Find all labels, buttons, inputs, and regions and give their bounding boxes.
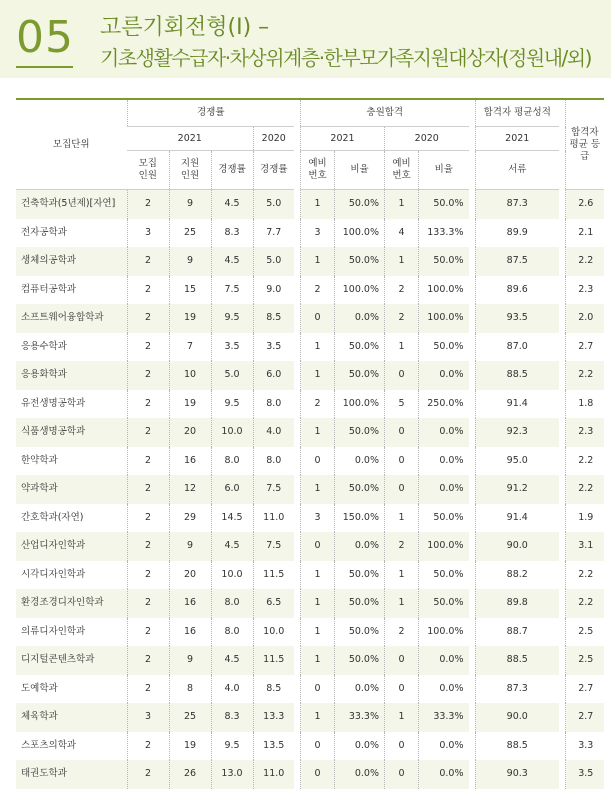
recruit-cell: 3 <box>127 703 169 732</box>
section-number: 05 <box>16 12 74 63</box>
table-row <box>16 675 604 704</box>
applicants-cell: 16 <box>169 618 211 647</box>
grade-cell: 2.1 <box>566 219 604 248</box>
grade-cell: 2.5 <box>566 618 604 647</box>
unit-name-cell: 디지털콘텐츠학과 <box>16 646 127 675</box>
applicants-cell: 16 <box>169 447 211 476</box>
table-row <box>16 703 604 732</box>
results-table-wrapper <box>16 98 604 789</box>
waitlist-2020-cell: 0 <box>385 361 419 390</box>
ratio-2021-cell: 0.0% <box>335 760 385 789</box>
waitlist-2020-cell: 1 <box>385 247 419 276</box>
grade-cell: 2.3 <box>566 418 604 447</box>
ratio-2020-cell: 0.0% <box>419 447 469 476</box>
unit-name-cell: 건축학과(5년제)[자연] <box>16 190 127 219</box>
ratio-2021-cell: 50.0% <box>335 247 385 276</box>
ratio-2021-cell: 50.0% <box>335 190 385 219</box>
page-subtitle: 기초생활수급자·차상위계층·한부모가족지원대상자(정원내/외) <box>100 46 591 70</box>
competition-year-2021: 2021 <box>127 127 253 151</box>
results-table-body <box>16 190 604 789</box>
recruit-cell: 2 <box>127 418 169 447</box>
rate-2021-cell: 14.5 <box>211 504 253 533</box>
waitlist-2021-cell: 1 <box>301 247 335 276</box>
documents-score-cell: 90.0 <box>475 703 559 732</box>
recruit-cell: 2 <box>127 247 169 276</box>
ratio-2021-cell: 0.0% <box>335 732 385 761</box>
grade-cell: 2.6 <box>566 190 604 219</box>
documents-score-cell: 89.6 <box>475 276 559 305</box>
ratio-2021-cell: 50.0% <box>335 646 385 675</box>
waitlist-2021-cell: 1 <box>301 333 335 362</box>
competition-rate-2020-header: 경쟁률 <box>253 151 294 190</box>
unit-name-cell: 도예학과 <box>16 675 127 704</box>
waitlist-2021-cell: 0 <box>301 304 335 333</box>
unit-name-cell: 산업디자인학과 <box>16 532 127 561</box>
waitlist-2021-cell: 0 <box>301 675 335 704</box>
applicants-cell: 10 <box>169 361 211 390</box>
grade-cell: 2.2 <box>566 475 604 504</box>
documents-score-cell: 88.5 <box>475 646 559 675</box>
waitlist-2020-cell: 5 <box>385 390 419 419</box>
documents-score-cell: 88.7 <box>475 618 559 647</box>
rate-2021-cell: 8.3 <box>211 219 253 248</box>
unit-name-cell: 컴퓨터공학과 <box>16 276 127 305</box>
rate-2021-cell: 4.5 <box>211 532 253 561</box>
documents-score-cell: 95.0 <box>475 447 559 476</box>
waitlist-2020-cell: 4 <box>385 219 419 248</box>
grade-cell: 2.2 <box>566 247 604 276</box>
recruit-cell: 2 <box>127 561 169 590</box>
unit-name-cell: 생체의공학과 <box>16 247 127 276</box>
table-row <box>16 618 604 647</box>
grade-cell: 2.2 <box>566 447 604 476</box>
applicants-cell: 20 <box>169 418 211 447</box>
unit-name-cell: 한약학과 <box>16 447 127 476</box>
documents-score-cell: 91.4 <box>475 390 559 419</box>
unit-name-cell: 응용화학과 <box>16 361 127 390</box>
rate-2021-cell: 4.0 <box>211 675 253 704</box>
unit-name-cell: 태권도학과 <box>16 760 127 789</box>
unit-name-cell: 응용수학과 <box>16 333 127 362</box>
waitlist-2021-cell: 3 <box>301 219 335 248</box>
score-year-2021: 2021 <box>475 127 559 151</box>
ratio-2021-cell: 50.0% <box>335 333 385 362</box>
rate-2021-cell: 3.5 <box>211 333 253 362</box>
waitlist-2020-cell: 0 <box>385 447 419 476</box>
ratio-2021-cell: 50.0% <box>335 618 385 647</box>
waitlist-2021-cell: 1 <box>301 589 335 618</box>
rate-2021-cell: 9.5 <box>211 390 253 419</box>
rate-2021-cell: 6.0 <box>211 475 253 504</box>
page-header <box>0 0 611 78</box>
table-row <box>16 361 604 390</box>
grade-cell: 2.2 <box>566 589 604 618</box>
recruit-cell: 2 <box>127 675 169 704</box>
applicants-cell: 20 <box>169 561 211 590</box>
results-table <box>16 98 604 789</box>
ratio-2021-cell: 0.0% <box>335 304 385 333</box>
table-row <box>16 447 604 476</box>
ratio-2021-cell: 150.0% <box>335 504 385 533</box>
waitlist-2020-cell: 0 <box>385 418 419 447</box>
ratio-2020-cell: 50.0% <box>419 247 469 276</box>
rate-2020-cell: 8.5 <box>253 304 294 333</box>
ratio-2020-cell: 0.0% <box>419 475 469 504</box>
rate-2021-cell: 8.3 <box>211 703 253 732</box>
recruit-cell: 2 <box>127 333 169 362</box>
rate-2021-cell: 10.0 <box>211 418 253 447</box>
ratio-2021-cell: 0.0% <box>335 447 385 476</box>
waitlist-2021-cell: 1 <box>301 703 335 732</box>
rate-2020-cell: 11.0 <box>253 760 294 789</box>
additional-year-2020: 2020 <box>385 127 469 151</box>
grade-cell: 2.7 <box>566 333 604 362</box>
ratio-2020-cell: 100.0% <box>419 532 469 561</box>
rate-2021-cell: 5.0 <box>211 361 253 390</box>
rate-2021-cell: 9.5 <box>211 732 253 761</box>
ratio-2020-cell: 50.0% <box>419 504 469 533</box>
rate-2020-cell: 8.0 <box>253 390 294 419</box>
recruit-cell: 2 <box>127 532 169 561</box>
table-row <box>16 304 604 333</box>
rate-2020-cell: 8.5 <box>253 675 294 704</box>
applicants-cell: 9 <box>169 646 211 675</box>
waitlist-2021-cell: 0 <box>301 732 335 761</box>
table-row <box>16 475 604 504</box>
additional-admission-group-header: 충원합격 <box>301 99 469 127</box>
waitlist-2020-cell: 2 <box>385 532 419 561</box>
rate-2020-cell: 13.3 <box>253 703 294 732</box>
ratio-2021-cell: 50.0% <box>335 589 385 618</box>
waitlist-2020-cell: 0 <box>385 475 419 504</box>
ratio-2021-cell: 100.0% <box>335 219 385 248</box>
table-row <box>16 646 604 675</box>
rate-2020-cell: 11.0 <box>253 504 294 533</box>
grade-cell: 2.5 <box>566 646 604 675</box>
table-row <box>16 589 604 618</box>
recruit-cell: 2 <box>127 475 169 504</box>
documents-score-cell: 87.0 <box>475 333 559 362</box>
recruit-cell: 2 <box>127 390 169 419</box>
documents-score-header: 서류 <box>475 151 559 190</box>
unit-name-cell: 의류디자인학과 <box>16 618 127 647</box>
rate-2021-cell: 4.5 <box>211 247 253 276</box>
documents-score-cell: 88.5 <box>475 361 559 390</box>
rate-2021-cell: 13.0 <box>211 760 253 789</box>
waitlist-2020-cell: 0 <box>385 732 419 761</box>
ratio-2020-cell: 50.0% <box>419 561 469 590</box>
grade-cell: 2.7 <box>566 703 604 732</box>
rate-2020-cell: 8.0 <box>253 447 294 476</box>
grade-cell: 3.5 <box>566 760 604 789</box>
waitlist-2021-cell: 0 <box>301 760 335 789</box>
documents-score-cell: 91.2 <box>475 475 559 504</box>
table-row <box>16 190 604 219</box>
competition-group-header: 경쟁률 <box>127 99 294 127</box>
rate-2020-cell: 11.5 <box>253 561 294 590</box>
unit-name-cell: 약과학과 <box>16 475 127 504</box>
table-row <box>16 732 604 761</box>
page-title: 고른기회전형(I) – <box>100 15 270 40</box>
documents-score-cell: 88.2 <box>475 561 559 590</box>
rate-2020-cell: 5.0 <box>253 247 294 276</box>
grade-cell: 3.3 <box>566 732 604 761</box>
ratio-2020-cell: 50.0% <box>419 589 469 618</box>
waitlist-2021-cell: 1 <box>301 361 335 390</box>
additional-year-2021: 2021 <box>301 127 385 151</box>
documents-score-cell: 91.4 <box>475 504 559 533</box>
rate-2020-cell: 7.5 <box>253 475 294 504</box>
waitlist-2021-cell: 0 <box>301 447 335 476</box>
rate-2020-cell: 9.0 <box>253 276 294 305</box>
applicants-cell: 19 <box>169 304 211 333</box>
table-row <box>16 219 604 248</box>
unit-name-cell: 스포츠의학과 <box>16 732 127 761</box>
table-row <box>16 333 604 362</box>
rate-2020-cell: 4.0 <box>253 418 294 447</box>
ratio-2021-cell: 100.0% <box>335 276 385 305</box>
documents-score-cell: 89.8 <box>475 589 559 618</box>
waitlist-2021-cell: 1 <box>301 561 335 590</box>
waitlist-2020-cell: 0 <box>385 675 419 704</box>
waitlist-2020-cell: 0 <box>385 646 419 675</box>
ratio-2021-cell: 100.0% <box>335 390 385 419</box>
documents-score-cell: 90.0 <box>475 532 559 561</box>
applicants-cell: 9 <box>169 532 211 561</box>
recruit-cell: 2 <box>127 646 169 675</box>
rate-2021-cell: 8.0 <box>211 618 253 647</box>
grade-cell: 2.2 <box>566 561 604 590</box>
table-row <box>16 532 604 561</box>
waitlist-2020-cell: 2 <box>385 618 419 647</box>
grade-cell: 2.0 <box>566 304 604 333</box>
grade-cell: 1.8 <box>566 390 604 419</box>
table-row <box>16 390 604 419</box>
unit-name-cell: 시각디자인학과 <box>16 561 127 590</box>
waitlist-2020-cell: 2 <box>385 304 419 333</box>
rate-2020-cell: 6.0 <box>253 361 294 390</box>
applicants-cell: 9 <box>169 247 211 276</box>
recruit-cell: 2 <box>127 361 169 390</box>
unit-name-cell: 간호학과(자연) <box>16 504 127 533</box>
recruit-cell: 2 <box>127 447 169 476</box>
applicants-cell: 26 <box>169 760 211 789</box>
waitlist-2021-cell: 1 <box>301 475 335 504</box>
recruit-cell: 2 <box>127 618 169 647</box>
applicants-cell: 9 <box>169 190 211 219</box>
ratio-2021-cell: 50.0% <box>335 361 385 390</box>
waitlist-2020-cell: 1 <box>385 190 419 219</box>
unit-name-cell: 전자공학과 <box>16 219 127 248</box>
ratio-2020-cell: 100.0% <box>419 618 469 647</box>
rate-2020-cell: 3.5 <box>253 333 294 362</box>
recruit-cell: 2 <box>127 760 169 789</box>
waitlist-2021-cell: 2 <box>301 390 335 419</box>
grade-cell: 3.1 <box>566 532 604 561</box>
applicants-cell: 15 <box>169 276 211 305</box>
ratio-2020-cell: 0.0% <box>419 418 469 447</box>
applicants-cell: 7 <box>169 333 211 362</box>
ratio-2020-header: 비율 <box>419 151 469 190</box>
waitlist-2021-cell: 3 <box>301 504 335 533</box>
recruit-cell: 2 <box>127 190 169 219</box>
waitlist-2020-cell: 1 <box>385 703 419 732</box>
applicants-cell: 25 <box>169 219 211 248</box>
grade-cell: 2.7 <box>566 675 604 704</box>
documents-score-cell: 87.3 <box>475 190 559 219</box>
recruit-cell: 2 <box>127 276 169 305</box>
waitlist-number-2021-header: 예비 번호 <box>301 151 335 190</box>
documents-score-cell: 90.3 <box>475 760 559 789</box>
competition-year-2020: 2020 <box>253 127 294 151</box>
applicants-cell: 12 <box>169 475 211 504</box>
unit-name-cell: 체육학과 <box>16 703 127 732</box>
applicants-cell: 29 <box>169 504 211 533</box>
section-number-underline <box>16 66 73 68</box>
recruit-cell: 2 <box>127 504 169 533</box>
ratio-2021-header: 비율 <box>335 151 385 190</box>
waitlist-2021-cell: 1 <box>301 646 335 675</box>
waitlist-2020-cell: 0 <box>385 760 419 789</box>
applicants-cell: 25 <box>169 703 211 732</box>
rate-2021-cell: 4.5 <box>211 646 253 675</box>
waitlist-2021-cell: 2 <box>301 276 335 305</box>
ratio-2021-cell: 50.0% <box>335 475 385 504</box>
recruit-cell: 2 <box>127 732 169 761</box>
applicants-cell: 19 <box>169 390 211 419</box>
score-group-header: 합격자 평균성적 <box>475 99 559 127</box>
ratio-2020-cell: 0.0% <box>419 646 469 675</box>
ratio-2020-cell: 133.3% <box>419 219 469 248</box>
ratio-2021-cell: 0.0% <box>335 532 385 561</box>
ratio-2021-cell: 50.0% <box>335 418 385 447</box>
applicants-cell: 19 <box>169 732 211 761</box>
grade-cell: 1.9 <box>566 504 604 533</box>
ratio-2021-cell: 50.0% <box>335 561 385 590</box>
unit-name-cell: 식품생명공학과 <box>16 418 127 447</box>
table-row <box>16 276 604 305</box>
waitlist-number-2020-header: 예비 번호 <box>385 151 419 190</box>
grade-cell: 2.3 <box>566 276 604 305</box>
documents-score-cell: 87.3 <box>475 675 559 704</box>
rate-2021-cell: 10.0 <box>211 561 253 590</box>
documents-score-cell: 92.3 <box>475 418 559 447</box>
ratio-2020-cell: 50.0% <box>419 190 469 219</box>
ratio-2020-cell: 50.0% <box>419 333 469 362</box>
rate-2020-cell: 10.0 <box>253 618 294 647</box>
competition-rate-2021-header: 경쟁률 <box>211 151 253 190</box>
table-row <box>16 418 604 447</box>
rate-2020-cell: 11.5 <box>253 646 294 675</box>
rate-2020-cell: 6.5 <box>253 589 294 618</box>
ratio-2020-cell: 33.3% <box>419 703 469 732</box>
ratio-2020-cell: 0.0% <box>419 760 469 789</box>
unit-name-cell: 환경조경디자인학과 <box>16 589 127 618</box>
ratio-2020-cell: 100.0% <box>419 304 469 333</box>
rate-2021-cell: 7.5 <box>211 276 253 305</box>
ratio-2021-cell: 33.3% <box>335 703 385 732</box>
documents-score-cell: 89.9 <box>475 219 559 248</box>
unit-header: 모집단위 <box>16 99 127 190</box>
rate-2021-cell: 8.0 <box>211 447 253 476</box>
rate-2020-cell: 13.5 <box>253 732 294 761</box>
applicants-cell: 8 <box>169 675 211 704</box>
rate-2021-cell: 4.5 <box>211 190 253 219</box>
recruit-cell: 3 <box>127 219 169 248</box>
ratio-2020-cell: 0.0% <box>419 732 469 761</box>
ratio-2021-cell: 0.0% <box>335 675 385 704</box>
waitlist-2021-cell: 0 <box>301 532 335 561</box>
table-row <box>16 760 604 789</box>
ratio-2020-cell: 250.0% <box>419 390 469 419</box>
rate-2020-cell: 5.0 <box>253 190 294 219</box>
ratio-2020-cell: 0.0% <box>419 361 469 390</box>
rate-2021-cell: 8.0 <box>211 589 253 618</box>
unit-name-cell: 소프트웨어융합학과 <box>16 304 127 333</box>
waitlist-2020-cell: 1 <box>385 561 419 590</box>
waitlist-2020-cell: 2 <box>385 276 419 305</box>
rate-2020-cell: 7.7 <box>253 219 294 248</box>
waitlist-2020-cell: 1 <box>385 589 419 618</box>
unit-name-cell: 유전생명공학과 <box>16 390 127 419</box>
table-row <box>16 561 604 590</box>
grade-cell: 2.2 <box>566 361 604 390</box>
recruit-count-header: 모집 인원 <box>127 151 169 190</box>
documents-score-cell: 88.5 <box>475 732 559 761</box>
waitlist-2021-cell: 1 <box>301 190 335 219</box>
documents-score-cell: 87.5 <box>475 247 559 276</box>
recruit-cell: 2 <box>127 304 169 333</box>
rate-2020-cell: 7.5 <box>253 532 294 561</box>
documents-score-cell: 93.5 <box>475 304 559 333</box>
table-row <box>16 504 604 533</box>
rate-2021-cell: 9.5 <box>211 304 253 333</box>
applicants-cell: 16 <box>169 589 211 618</box>
recruit-cell: 2 <box>127 589 169 618</box>
ratio-2020-cell: 100.0% <box>419 276 469 305</box>
applicant-count-header: 지원 인원 <box>169 151 211 190</box>
waitlist-2021-cell: 1 <box>301 418 335 447</box>
waitlist-2020-cell: 1 <box>385 333 419 362</box>
grade-header: 합격자 평균 등급 <box>566 99 604 190</box>
table-row <box>16 247 604 276</box>
ratio-2020-cell: 0.0% <box>419 675 469 704</box>
waitlist-2021-cell: 1 <box>301 618 335 647</box>
waitlist-2020-cell: 1 <box>385 504 419 533</box>
